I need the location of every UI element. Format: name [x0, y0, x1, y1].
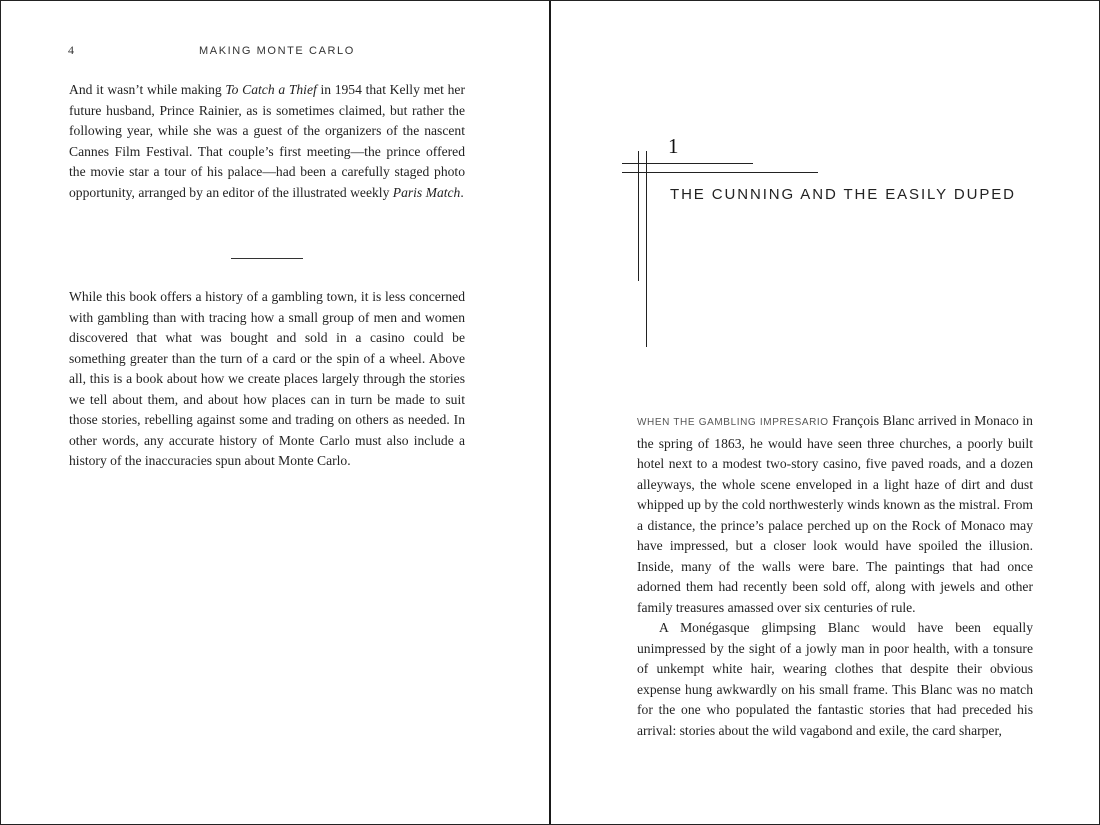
- lead-in-small-caps: WHEN THE GAMBLING IMPRESARIO: [637, 417, 829, 428]
- magazine-title: Paris Match: [392, 184, 461, 200]
- ornament-vertical-line: [638, 151, 639, 281]
- ornament-horizontal-line: [622, 163, 753, 164]
- page-number: 4: [68, 43, 74, 57]
- ornament-vertical-line: [646, 151, 647, 347]
- paragraph-text: .: [460, 184, 464, 200]
- paragraph-text: François Blanc arrived in Monaco in the spring of 1863, he would have seen three churches, a poorly built hotel next to a modest two-story casino, five paved roads, and a dozen alleyways, the whole scene enveloped in a light haze of dirt and dust whipped up by the cold northwesterly winds known as the mistral. From a distance, the prince’s palace perched up on the Rock of Monaco may have impressed, but a closer look would have spoiled the illusion. Inside, many of the walls were bare. The paintings that had once adorned them had recently been sold off, along with jewels and other family treasures amassed over six centuries of rule.: [637, 413, 1033, 615]
- paragraph-text: And it wasn’t while making: [69, 82, 226, 97]
- right-page: [551, 1, 1099, 824]
- section-break-rule: [231, 258, 303, 259]
- body-paragraph: While this book offers a history of a gambling town, it is less concerned with gambling than with tracing how a small group of men and women discovered that what was bought and sold in a casino could be something greater than the turn of a card or the spin of a wheel. Above all, this is a book about how we create places largely through the stories we tell about them, and about how places can in turn be made to suit those stories, rebelling against some and trading on others as needed. In other words, any accurate history of Monte Carlo must also include a history of the inaccuracies spun about Monte Carlo.: [69, 289, 465, 468]
- body-paragraph: [69, 80, 465, 203]
- chapter-title: THE CUNNING AND THE EASILY DUPED: [670, 186, 1016, 203]
- ornament-horizontal-line: [622, 172, 818, 173]
- running-head: MAKING MONTE CARLO: [199, 45, 355, 57]
- chapter-body: [637, 411, 1033, 741]
- body-paragraph: [637, 411, 1033, 618]
- paragraph-text: in 1954 that Kelly met her future husband, Prince Rainier, as is sometimes claimed, but rather the following year, while she was a guest of the organizers of the nascent Cannes Film Festival. That couple’s first meeting—the prince offered the movie star a tour of his palace—had been a carefully staged photo opportunity, arranged by an editor of the illustrated weekly: [69, 82, 465, 200]
- body-paragraph: A Monégasque glimpsing Blanc would have been equally unimpressed by the sight of a jowly man in poor health, with a tonsure of unkempt white hair, wearing clothes that despite their obvious expense hung awkwardly on his small frame. This Blanc was no match for the one who populated the fantastic stories that had preceded his arrival: stories about the wild vagabond and exile, the card sharper,: [637, 620, 1033, 738]
- left-page: [1, 1, 549, 824]
- film-title: To Catch a Thief: [225, 82, 317, 97]
- chapter-number: 1: [668, 134, 679, 158]
